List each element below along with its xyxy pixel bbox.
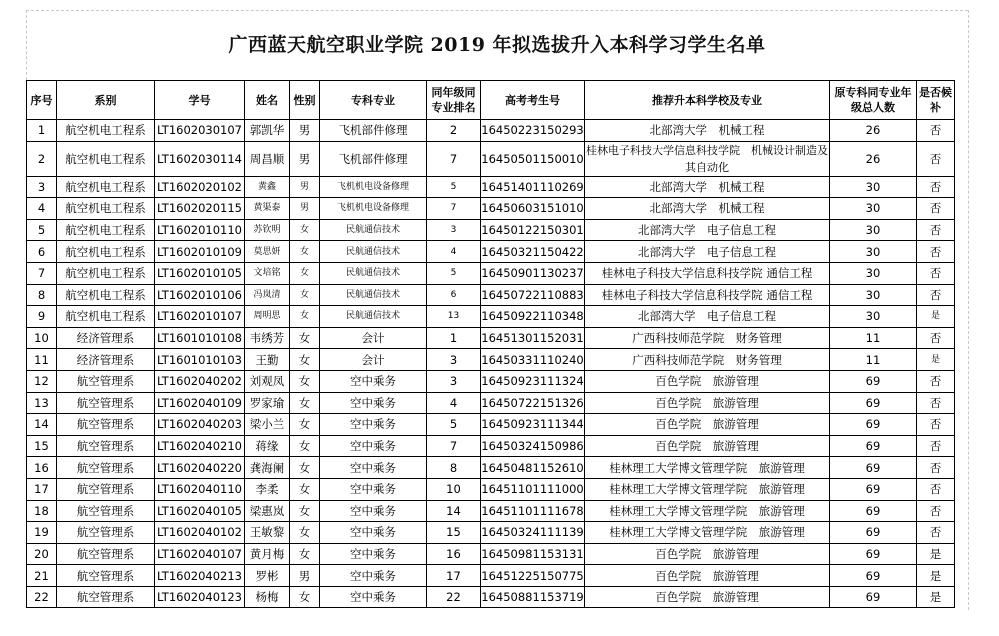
table-row xyxy=(27,435,955,457)
cell-exam-number: 16450603151010 xyxy=(481,198,585,220)
cell-seq: 10 xyxy=(27,327,57,349)
cell-recommended-program: 百色学院 旅游管理 xyxy=(585,414,830,436)
cell-exam-number: 16451101111678 xyxy=(481,500,585,522)
cell-seq: 21 xyxy=(27,565,57,587)
cell-student-id: LT1602020102 xyxy=(155,176,245,198)
table-row xyxy=(27,219,955,241)
cell-recommended-program: 桂林理工大学博文管理学院 旅游管理 xyxy=(585,478,830,500)
cell-alternate: 否 xyxy=(917,370,955,392)
cell-gender: 女 xyxy=(290,500,320,522)
cell-gender: 男 xyxy=(290,176,320,198)
table-row xyxy=(27,327,955,349)
cell-name: 黄月梅 xyxy=(245,543,290,565)
cell-student-id: LT1602040107 xyxy=(155,543,245,565)
cell-name: 周昌顺 xyxy=(245,141,290,176)
cell-alternate: 是 xyxy=(917,586,955,608)
cell-rank: 3 xyxy=(427,349,481,371)
cell-recommended-program: 百色学院 旅游管理 xyxy=(585,392,830,414)
table-row xyxy=(27,478,955,500)
cell-gender: 男 xyxy=(290,141,320,176)
table-row xyxy=(27,392,955,414)
cell-recommended-program: 百色学院 旅游管理 xyxy=(585,586,830,608)
cell-dept: 航空管理系 xyxy=(57,392,155,414)
cell-student-id: LT1602010109 xyxy=(155,241,245,263)
cell-name: 苏钦明 xyxy=(245,219,290,241)
document-title: 广西蓝天航空职业学院 2019 年拟选拔升入本科学习学生名单 xyxy=(228,34,766,56)
table-row xyxy=(27,241,955,263)
cell-dept: 航空管理系 xyxy=(57,500,155,522)
cell-gender: 女 xyxy=(290,522,320,544)
cell-total-students: 69 xyxy=(830,543,917,565)
table-row xyxy=(27,306,955,328)
cell-student-id: LT1601010108 xyxy=(155,327,245,349)
cell-dept: 航空机电工程系 xyxy=(57,176,155,198)
cell-major: 民航通信技术 xyxy=(320,262,427,284)
cell-alternate: 否 xyxy=(917,219,955,241)
cell-exam-number: 16450881153719 xyxy=(481,586,585,608)
table-row xyxy=(27,565,955,587)
header-dept: 系别 xyxy=(57,81,155,120)
cell-alternate: 否 xyxy=(917,141,955,176)
cell-recommended-program: 桂林电子科技大学信息科技学院 通信工程 xyxy=(585,262,830,284)
cell-exam-number: 16450321150422 xyxy=(481,241,585,263)
cell-student-id: LT1602040123 xyxy=(155,586,245,608)
cell-dept: 航空管理系 xyxy=(57,586,155,608)
cell-gender: 女 xyxy=(290,262,320,284)
cell-gender: 女 xyxy=(290,392,320,414)
header-row xyxy=(27,81,955,120)
cell-alternate: 否 xyxy=(917,327,955,349)
cell-student-id: LT1602040213 xyxy=(155,565,245,587)
cell-dept: 航空机电工程系 xyxy=(57,120,155,142)
cell-total-students: 11 xyxy=(830,327,917,349)
cell-recommended-program: 桂林理工大学博文管理学院 旅游管理 xyxy=(585,500,830,522)
table-row xyxy=(27,457,955,479)
cell-rank: 4 xyxy=(427,392,481,414)
cell-rank: 7 xyxy=(427,141,481,176)
cell-recommended-program: 百色学院 旅游管理 xyxy=(585,435,830,457)
header-recommended-program: 推荐升本科学校及专业 xyxy=(585,81,830,120)
cell-major: 空中乘务 xyxy=(320,522,427,544)
cell-seq: 13 xyxy=(27,392,57,414)
cell-dept: 航空管理系 xyxy=(57,457,155,479)
cell-exam-number: 16450923111324 xyxy=(481,370,585,392)
cell-major: 飞机部件修理 xyxy=(320,141,427,176)
cell-seq: 5 xyxy=(27,219,57,241)
cell-seq: 18 xyxy=(27,500,57,522)
cell-name: 周明思 xyxy=(245,306,290,328)
cell-dept: 航空机电工程系 xyxy=(57,241,155,263)
cell-student-id: LT1602040210 xyxy=(155,435,245,457)
cell-seq: 19 xyxy=(27,522,57,544)
cell-name: 王敏黎 xyxy=(245,522,290,544)
cell-major: 空中乘务 xyxy=(320,565,427,587)
cell-total-students: 30 xyxy=(830,198,917,220)
header-rank: 同年级同专业排名 xyxy=(427,81,481,120)
header-student-id: 学号 xyxy=(155,81,245,120)
cell-recommended-program: 桂林电子科技大学信息科技学院 通信工程 xyxy=(585,284,830,306)
cell-recommended-program: 北部湾大学 电子信息工程 xyxy=(585,219,830,241)
cell-dept: 航空管理系 xyxy=(57,522,155,544)
cell-rank: 6 xyxy=(427,284,481,306)
cell-exam-number: 16450324150986 xyxy=(481,435,585,457)
cell-total-students: 30 xyxy=(830,262,917,284)
cell-name: 韦绣芳 xyxy=(245,327,290,349)
cell-gender: 女 xyxy=(290,284,320,306)
cell-student-id: LT1602030107 xyxy=(155,120,245,142)
cell-name: 郭凯华 xyxy=(245,120,290,142)
cell-alternate: 否 xyxy=(917,500,955,522)
cell-student-id: LT1602040105 xyxy=(155,500,245,522)
cell-rank: 4 xyxy=(427,241,481,263)
table-row xyxy=(27,586,955,608)
cell-major: 民航通信技术 xyxy=(320,284,427,306)
cell-total-students: 69 xyxy=(830,500,917,522)
cell-seq: 14 xyxy=(27,414,57,436)
table-row xyxy=(27,120,955,142)
cell-dept: 航空机电工程系 xyxy=(57,219,155,241)
cell-total-students: 30 xyxy=(830,176,917,198)
cell-major: 民航通信技术 xyxy=(320,241,427,263)
cell-rank: 22 xyxy=(427,586,481,608)
cell-gender: 女 xyxy=(290,543,320,565)
cell-major: 会计 xyxy=(320,327,427,349)
cell-rank: 17 xyxy=(427,565,481,587)
cell-alternate: 否 xyxy=(917,176,955,198)
cell-gender: 女 xyxy=(290,349,320,371)
cell-dept: 航空机电工程系 xyxy=(57,262,155,284)
cell-seq: 12 xyxy=(27,370,57,392)
cell-exam-number: 16450901130237 xyxy=(481,262,585,284)
cell-major: 会计 xyxy=(320,349,427,371)
cell-dept: 航空管理系 xyxy=(57,435,155,457)
table-row xyxy=(27,522,955,544)
cell-gender: 女 xyxy=(290,478,320,500)
table-row xyxy=(27,370,955,392)
cell-seq: 22 xyxy=(27,586,57,608)
cell-alternate: 是 xyxy=(917,349,955,371)
cell-student-id: LT1602010110 xyxy=(155,219,245,241)
cell-name: 龚海阑 xyxy=(245,457,290,479)
cell-seq: 7 xyxy=(27,262,57,284)
cell-rank: 5 xyxy=(427,176,481,198)
cell-major: 飞机部件修理 xyxy=(320,120,427,142)
cell-dept: 航空管理系 xyxy=(57,543,155,565)
table-row xyxy=(27,176,955,198)
table-row xyxy=(27,284,955,306)
cell-alternate: 否 xyxy=(917,198,955,220)
cell-gender: 女 xyxy=(290,414,320,436)
cell-major: 飞机机电设备修理 xyxy=(320,176,427,198)
page-border-top xyxy=(26,10,968,11)
cell-seq: 16 xyxy=(27,457,57,479)
cell-alternate: 否 xyxy=(917,262,955,284)
header-major: 专科专业 xyxy=(320,81,427,120)
cell-student-id: LT1602040202 xyxy=(155,370,245,392)
page-border-right xyxy=(968,10,969,610)
cell-major: 空中乘务 xyxy=(320,392,427,414)
cell-name: 刘观凤 xyxy=(245,370,290,392)
cell-dept: 航空管理系 xyxy=(57,414,155,436)
cell-rank: 5 xyxy=(427,262,481,284)
cell-seq: 15 xyxy=(27,435,57,457)
cell-recommended-program: 桂林理工大学博文管理学院 旅游管理 xyxy=(585,457,830,479)
cell-total-students: 30 xyxy=(830,241,917,263)
cell-gender: 男 xyxy=(290,120,320,142)
cell-major: 空中乘务 xyxy=(320,435,427,457)
cell-recommended-program: 北部湾大学 电子信息工程 xyxy=(585,306,830,328)
cell-total-students: 69 xyxy=(830,435,917,457)
table-row xyxy=(27,414,955,436)
cell-student-id: LT1602040102 xyxy=(155,522,245,544)
cell-major: 空中乘务 xyxy=(320,543,427,565)
cell-rank: 8 xyxy=(427,457,481,479)
cell-student-id: LT1602010106 xyxy=(155,284,245,306)
cell-dept: 航空机电工程系 xyxy=(57,141,155,176)
cell-seq: 9 xyxy=(27,306,57,328)
header-total-students: 原专科同专业年级总人数 xyxy=(830,81,917,120)
cell-exam-number: 16451301152031 xyxy=(481,327,585,349)
header-gender: 性别 xyxy=(290,81,320,120)
cell-exam-number: 16450481152610 xyxy=(481,457,585,479)
cell-rank: 5 xyxy=(427,414,481,436)
cell-gender: 女 xyxy=(290,457,320,479)
cell-recommended-program: 北部湾大学 机械工程 xyxy=(585,120,830,142)
cell-recommended-program: 百色学院 旅游管理 xyxy=(585,543,830,565)
cell-name: 黄鑫 xyxy=(245,176,290,198)
table-body xyxy=(27,120,955,608)
table-row xyxy=(27,141,955,176)
cell-alternate: 否 xyxy=(917,392,955,414)
cell-major: 飞机机电设备修理 xyxy=(320,198,427,220)
cell-exam-number: 16451101111000 xyxy=(481,478,585,500)
cell-gender: 女 xyxy=(290,306,320,328)
cell-name: 罗彬 xyxy=(245,565,290,587)
cell-alternate: 否 xyxy=(917,435,955,457)
cell-alternate: 否 xyxy=(917,414,955,436)
cell-major: 空中乘务 xyxy=(320,414,427,436)
cell-major: 空中乘务 xyxy=(320,478,427,500)
cell-recommended-program: 广西科技师范学院 财务管理 xyxy=(585,349,830,371)
cell-student-id: LT1602040109 xyxy=(155,392,245,414)
cell-total-students: 30 xyxy=(830,219,917,241)
cell-rank: 14 xyxy=(427,500,481,522)
cell-alternate: 是 xyxy=(917,565,955,587)
cell-gender: 男 xyxy=(290,565,320,587)
cell-total-students: 11 xyxy=(830,349,917,371)
cell-alternate: 否 xyxy=(917,241,955,263)
cell-gender: 女 xyxy=(290,435,320,457)
cell-gender: 女 xyxy=(290,327,320,349)
cell-total-students: 69 xyxy=(830,457,917,479)
cell-dept: 航空机电工程系 xyxy=(57,198,155,220)
cell-exam-number: 16450923111344 xyxy=(481,414,585,436)
cell-total-students: 69 xyxy=(830,414,917,436)
cell-recommended-program: 桂林电子科技大学信息科技学院 机械设计制造及其自动化 xyxy=(585,141,830,176)
cell-seq: 11 xyxy=(27,349,57,371)
cell-major: 空中乘务 xyxy=(320,500,427,522)
cell-total-students: 26 xyxy=(830,120,917,142)
table-row xyxy=(27,500,955,522)
header-seq: 序号 xyxy=(27,81,57,120)
cell-seq: 20 xyxy=(27,543,57,565)
cell-name: 冯岚清 xyxy=(245,284,290,306)
cell-alternate: 是 xyxy=(917,543,955,565)
table-row xyxy=(27,262,955,284)
cell-rank: 3 xyxy=(427,219,481,241)
cell-name: 蒋缘 xyxy=(245,435,290,457)
header-alternate: 是否候补 xyxy=(917,81,955,120)
cell-name: 王勤 xyxy=(245,349,290,371)
cell-major: 空中乘务 xyxy=(320,457,427,479)
cell-name: 黄渠泰 xyxy=(245,198,290,220)
cell-dept: 经济管理系 xyxy=(57,327,155,349)
cell-exam-number: 16451401110269 xyxy=(481,176,585,198)
cell-rank: 15 xyxy=(427,522,481,544)
cell-alternate: 否 xyxy=(917,478,955,500)
cell-major: 空中乘务 xyxy=(320,586,427,608)
cell-gender: 女 xyxy=(290,241,320,263)
cell-total-students: 69 xyxy=(830,522,917,544)
cell-student-id: LT1601010103 xyxy=(155,349,245,371)
cell-alternate: 否 xyxy=(917,284,955,306)
cell-exam-number: 16450981153131 xyxy=(481,543,585,565)
cell-dept: 航空管理系 xyxy=(57,478,155,500)
cell-name: 莫思妍 xyxy=(245,241,290,263)
cell-student-id: LT1602010105 xyxy=(155,262,245,284)
cell-exam-number: 16450223150293 xyxy=(481,120,585,142)
cell-exam-number: 16451225150775 xyxy=(481,565,585,587)
cell-exam-number: 16450122150301 xyxy=(481,219,585,241)
cell-total-students: 30 xyxy=(830,284,917,306)
cell-name: 罗家瑜 xyxy=(245,392,290,414)
cell-alternate: 否 xyxy=(917,457,955,479)
cell-total-students: 69 xyxy=(830,565,917,587)
cell-dept: 航空管理系 xyxy=(57,565,155,587)
cell-rank: 16 xyxy=(427,543,481,565)
student-list-table xyxy=(26,80,955,608)
cell-total-students: 26 xyxy=(830,141,917,176)
cell-dept: 经济管理系 xyxy=(57,349,155,371)
cell-total-students: 69 xyxy=(830,370,917,392)
cell-gender: 女 xyxy=(290,370,320,392)
cell-exam-number: 16450331110240 xyxy=(481,349,585,371)
cell-seq: 3 xyxy=(27,176,57,198)
cell-dept: 航空机电工程系 xyxy=(57,284,155,306)
cell-name: 梁惠岚 xyxy=(245,500,290,522)
cell-rank: 7 xyxy=(427,435,481,457)
header-exam-number: 高考考生号 xyxy=(481,81,585,120)
cell-gender: 男 xyxy=(290,198,320,220)
cell-student-id: LT1602040110 xyxy=(155,478,245,500)
cell-seq: 1 xyxy=(27,120,57,142)
cell-rank: 7 xyxy=(427,198,481,220)
cell-exam-number: 16450922110348 xyxy=(481,306,585,328)
cell-seq: 2 xyxy=(27,141,57,176)
cell-gender: 女 xyxy=(290,586,320,608)
cell-seq: 6 xyxy=(27,241,57,263)
cell-rank: 10 xyxy=(427,478,481,500)
cell-name: 梁小兰 xyxy=(245,414,290,436)
cell-seq: 17 xyxy=(27,478,57,500)
cell-name: 李柔 xyxy=(245,478,290,500)
cell-dept: 航空机电工程系 xyxy=(57,306,155,328)
cell-recommended-program: 桂林理工大学博文管理学院 旅游管理 xyxy=(585,522,830,544)
cell-alternate: 否 xyxy=(917,522,955,544)
cell-recommended-program: 北部湾大学 电子信息工程 xyxy=(585,241,830,263)
cell-rank: 2 xyxy=(427,120,481,142)
cell-seq: 4 xyxy=(27,198,57,220)
cell-total-students: 69 xyxy=(830,478,917,500)
cell-student-id: LT1602030114 xyxy=(155,141,245,176)
cell-recommended-program: 广西科技师范学院 财务管理 xyxy=(585,327,830,349)
cell-student-id: LT1602010107 xyxy=(155,306,245,328)
cell-dept: 航空管理系 xyxy=(57,370,155,392)
cell-recommended-program: 百色学院 旅游管理 xyxy=(585,370,830,392)
cell-exam-number: 16450722151326 xyxy=(481,392,585,414)
cell-name: 杨梅 xyxy=(245,586,290,608)
cell-total-students: 30 xyxy=(830,306,917,328)
cell-exam-number: 16450722110883 xyxy=(481,284,585,306)
cell-seq: 8 xyxy=(27,284,57,306)
table-row xyxy=(27,349,955,371)
cell-total-students: 69 xyxy=(830,392,917,414)
cell-major: 民航通信技术 xyxy=(320,219,427,241)
cell-alternate: 是 xyxy=(917,306,955,328)
cell-student-id: LT1602040220 xyxy=(155,457,245,479)
cell-student-id: LT1602040203 xyxy=(155,414,245,436)
cell-exam-number: 16450501150010 xyxy=(481,141,585,176)
cell-recommended-program: 北部湾大学 机械工程 xyxy=(585,176,830,198)
cell-gender: 女 xyxy=(290,219,320,241)
cell-alternate: 否 xyxy=(917,120,955,142)
cell-rank: 3 xyxy=(427,370,481,392)
table-row xyxy=(27,543,955,565)
cell-recommended-program: 北部湾大学 机械工程 xyxy=(585,198,830,220)
cell-major: 民航通信技术 xyxy=(320,306,427,328)
cell-student-id: LT1602020115 xyxy=(155,198,245,220)
cell-major: 空中乘务 xyxy=(320,370,427,392)
cell-recommended-program: 百色学院 旅游管理 xyxy=(585,565,830,587)
cell-name: 文培铭 xyxy=(245,262,290,284)
cell-rank: 1 xyxy=(427,327,481,349)
cell-total-students: 69 xyxy=(830,586,917,608)
header-name: 姓名 xyxy=(245,81,290,120)
cell-exam-number: 16450324111139 xyxy=(481,522,585,544)
table-row xyxy=(27,198,955,220)
cell-rank: 13 xyxy=(427,306,481,328)
